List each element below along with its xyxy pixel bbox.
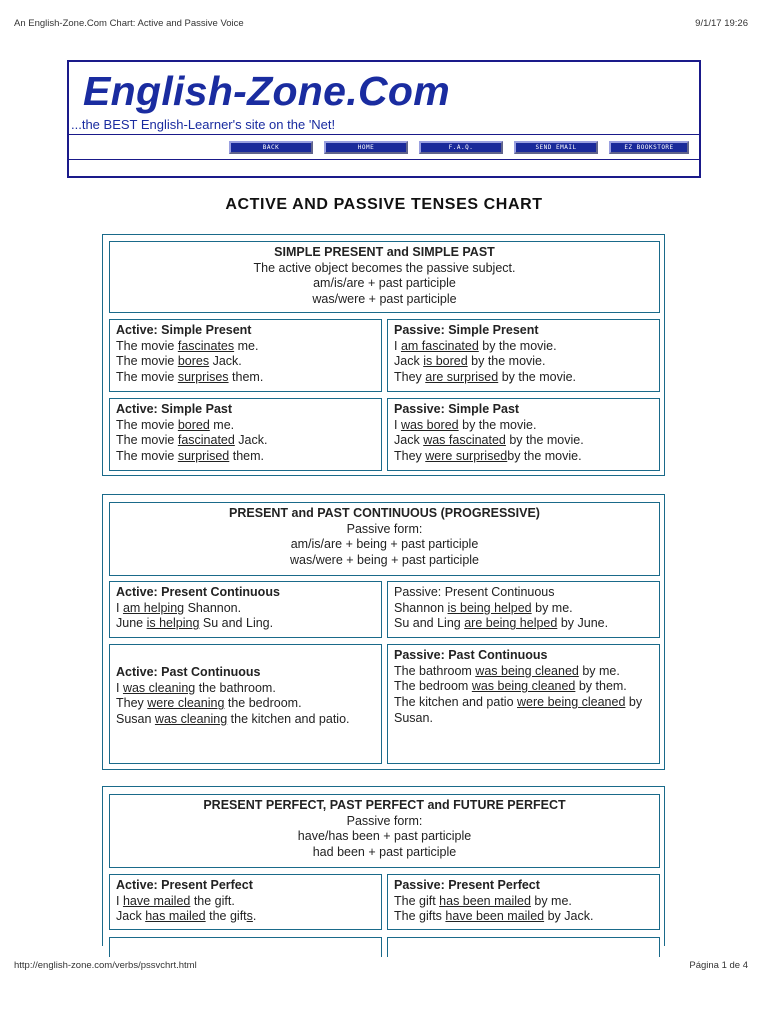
- sentence-text: by them.: [575, 679, 627, 694]
- verb-phrase: was cleaning: [122, 680, 196, 695]
- sentence-text: I: [116, 893, 123, 908]
- section-perfect: [102, 786, 665, 946]
- sentence-text: me.: [209, 417, 235, 432]
- sentence-text: Su and Ling: [394, 616, 465, 631]
- nav-back-button[interactable]: BACK: [229, 141, 313, 154]
- example-cell: [109, 874, 382, 930]
- verb-phrase: have mailed: [122, 893, 191, 908]
- example-sentence: [394, 449, 653, 465]
- sentence-text: The kitchen and patio: [394, 695, 517, 710]
- sentence-text: the bedroom.: [224, 696, 302, 711]
- sentence-text: them.: [228, 370, 264, 385]
- sentence-text: Shannon.: [184, 600, 242, 615]
- print-footer-url: http://english-zone.com/verbs/pssvchrt.html: [14, 960, 197, 971]
- section-line: am/is/are + past participle: [313, 276, 456, 291]
- example-sentence: [394, 370, 653, 386]
- print-header: [14, 18, 748, 29]
- cell-heading: Active: Simple Past: [116, 402, 233, 416]
- cell-heading: Passive: Present Perfect: [394, 878, 540, 892]
- verb-phrase: surprises: [177, 370, 229, 385]
- sentence-text: The movie: [116, 370, 178, 385]
- sentence-text: them.: [229, 449, 265, 464]
- site-logo[interactable]: English-Zone.Com: [83, 68, 450, 114]
- sentence-text: The movie: [116, 354, 178, 369]
- section-line: have/has been + past participle: [297, 829, 472, 844]
- verb-phrase: is bored: [423, 354, 468, 369]
- sentence-text: They: [394, 449, 426, 464]
- sentence-text: by me.: [531, 600, 573, 615]
- example-sentence: [116, 339, 375, 355]
- cell-heading: Passive: Present Continuous: [394, 585, 555, 599]
- verb-phrase: bores: [177, 354, 210, 369]
- sentence-text: I: [394, 338, 401, 353]
- verb-phrase: fascinates: [177, 338, 235, 353]
- example-sentence: [116, 418, 375, 434]
- verb-phrase: was being cleaned: [471, 679, 576, 694]
- verb-phrase: s: [246, 909, 253, 924]
- section-title: SIMPLE PRESENT and SIMPLE PAST: [274, 245, 495, 259]
- example-sentence: [394, 339, 653, 355]
- example-sentence: [394, 894, 653, 910]
- verb-phrase: was being cleaned: [475, 663, 579, 678]
- example-sentence: [116, 354, 375, 370]
- cell-heading: Active: Past Continuous: [116, 665, 261, 679]
- sentence-text: by the movie.: [505, 433, 584, 448]
- sentence-text: the kitchen and patio.: [227, 712, 350, 727]
- sentence-text: The bedroom: [394, 679, 472, 694]
- sentence-text: The gift: [394, 893, 440, 908]
- sentence-text: by Susan.: [394, 695, 643, 725]
- example-sentence: [394, 909, 653, 925]
- sentence-text: The movie: [116, 338, 178, 353]
- sentence-text: the gift.: [190, 893, 235, 908]
- verb-phrase: is being helped: [447, 600, 532, 615]
- banner-logo-area: [69, 62, 699, 135]
- example-sentence: [116, 370, 375, 386]
- example-sentence: [116, 681, 375, 697]
- verb-phrase: bored: [177, 417, 210, 432]
- section-continuous: [102, 494, 665, 770]
- sentence-text: The bathroom: [394, 663, 476, 678]
- sentence-text: I: [116, 600, 123, 615]
- print-footer: [14, 960, 748, 971]
- verb-phrase: are being helped: [464, 616, 558, 631]
- example-cell-cut: [109, 937, 382, 957]
- sentence-text: by the movie.: [458, 417, 537, 432]
- verb-phrase: were being cleaned: [517, 695, 626, 710]
- verb-phrase: surprised: [177, 449, 230, 464]
- sentence-text: The movie: [116, 417, 178, 432]
- example-sentence: [394, 433, 653, 449]
- section-header: [109, 241, 660, 313]
- example-sentence: [116, 712, 375, 728]
- example-cell: [387, 319, 660, 392]
- section-title: PRESENT PERFECT, PAST PERFECT and FUTURE PERFECT: [203, 798, 566, 812]
- verb-phrase: was cleaning: [154, 712, 228, 727]
- verb-phrase: am helping: [122, 600, 185, 615]
- verb-phrase: am fascinated: [400, 338, 479, 353]
- sentence-text: I: [116, 680, 123, 695]
- sentence-text: by me.: [578, 663, 620, 678]
- section-line: had been + past participle: [312, 845, 457, 860]
- nav-faq-button[interactable]: F.A.Q.: [419, 141, 503, 154]
- nav-bookstore-button[interactable]: EZ BOOKSTORE: [609, 141, 689, 154]
- section-line: The active object becomes the passive subject.: [253, 260, 516, 275]
- example-sentence: [116, 909, 375, 925]
- cell-heading: Passive: Past Continuous: [394, 648, 548, 662]
- nav-home-button[interactable]: HOME: [324, 141, 408, 154]
- sentence-text: The gifts: [394, 909, 446, 924]
- example-cell-cut: [387, 937, 660, 957]
- example-cell: [109, 644, 382, 764]
- example-sentence: [394, 601, 653, 617]
- sentence-text: Jack: [394, 354, 424, 369]
- sentence-text: Shannon: [394, 600, 448, 615]
- sentence-text: June: [116, 616, 147, 631]
- sentence-text: They: [116, 696, 148, 711]
- cell-heading: Passive: Simple Past: [394, 402, 520, 416]
- cell-heading: Active: Present Perfect: [116, 878, 253, 892]
- section-simple: [102, 234, 665, 476]
- verb-phrase: were cleaning: [147, 696, 225, 711]
- sentence-text: Susan: [116, 712, 155, 727]
- sentence-text: The movie: [116, 449, 178, 464]
- site-tagline: ...the BEST English-Learner's site on the 'Net!: [71, 117, 336, 132]
- verb-phrase: fascinated: [177, 433, 235, 448]
- verb-phrase: has been mailed: [439, 893, 531, 908]
- sentence-text: I: [394, 417, 401, 432]
- verb-phrase: was fascinated: [423, 433, 506, 448]
- chart-title: ACTIVE AND PASSIVE TENSES CHART: [225, 196, 543, 213]
- cell-heading: Passive: Simple Present: [394, 323, 539, 337]
- example-sentence: [394, 418, 653, 434]
- sentence-text: by Jack.: [544, 909, 594, 924]
- sentence-text: The movie: [116, 433, 178, 448]
- example-sentence: [116, 894, 375, 910]
- section-line: am/is/are + being + past participle: [290, 537, 479, 552]
- sentence-text: .: [252, 909, 257, 924]
- sentence-text: by me.: [530, 893, 572, 908]
- example-sentence: [116, 601, 375, 617]
- section-line: Passive form:: [346, 813, 423, 828]
- example-cell: [387, 644, 660, 764]
- cell-heading: Active: Simple Present: [116, 323, 252, 337]
- verb-phrase: was bored: [400, 417, 459, 432]
- example-sentence: [116, 449, 375, 465]
- nav-bar: [69, 135, 699, 160]
- example-cell: [387, 874, 660, 930]
- sentence-text: by the movie.: [478, 338, 557, 353]
- section-title: PRESENT and PAST CONTINUOUS (PROGRESSIVE): [229, 506, 540, 520]
- site-banner: [67, 60, 701, 178]
- print-header-title: An English-Zone.Com Chart: Active and Passive Voice: [14, 18, 244, 29]
- example-sentence: [394, 354, 653, 370]
- section-header: [109, 794, 660, 868]
- section-line: was/were + past participle: [312, 292, 457, 307]
- example-sentence: [394, 695, 653, 726]
- example-cell: [109, 319, 382, 392]
- example-cell: [387, 581, 660, 638]
- example-sentence: [394, 679, 653, 695]
- verb-phrase: have been mailed: [445, 909, 545, 924]
- section-line: was/were + being + past participle: [290, 553, 479, 568]
- sentence-text: Jack.: [234, 433, 268, 448]
- sentence-text: They: [394, 370, 426, 385]
- example-sentence: [116, 696, 375, 712]
- verb-phrase: were surprised: [425, 449, 508, 464]
- sentence-text: Su and Ling.: [199, 616, 274, 631]
- sentence-text: by the movie.: [507, 449, 582, 464]
- print-header-date: 9/1/17 19:26: [695, 18, 748, 29]
- sentence-text: Jack: [116, 909, 146, 924]
- example-sentence: [116, 433, 375, 449]
- nav-send-email-button[interactable]: SEND EMAIL: [514, 141, 598, 154]
- print-footer-page: Página 1 de 4: [689, 960, 748, 971]
- example-cell: [387, 398, 660, 471]
- example-sentence: [116, 616, 375, 632]
- section-header: [109, 502, 660, 576]
- example-cell: [109, 581, 382, 638]
- section-line: Passive form:: [346, 521, 423, 536]
- verb-phrase: is helping: [146, 616, 200, 631]
- sentence-text: me.: [234, 338, 259, 353]
- sentence-text: by the movie.: [467, 354, 546, 369]
- cell-heading: Active: Present Continuous: [116, 585, 280, 599]
- example-sentence: [394, 616, 653, 632]
- verb-phrase: are surprised: [425, 370, 499, 385]
- sentence-text: Jack: [394, 433, 424, 448]
- example-sentence: [394, 664, 653, 680]
- example-cell: [109, 398, 382, 471]
- sentence-text: the gift: [205, 909, 247, 924]
- sentence-text: Jack.: [209, 354, 242, 369]
- sentence-text: the bathroom.: [195, 680, 276, 695]
- verb-phrase: has mailed: [145, 909, 206, 924]
- sentence-text: by June.: [557, 616, 609, 631]
- sentence-text: by the movie.: [498, 370, 577, 385]
